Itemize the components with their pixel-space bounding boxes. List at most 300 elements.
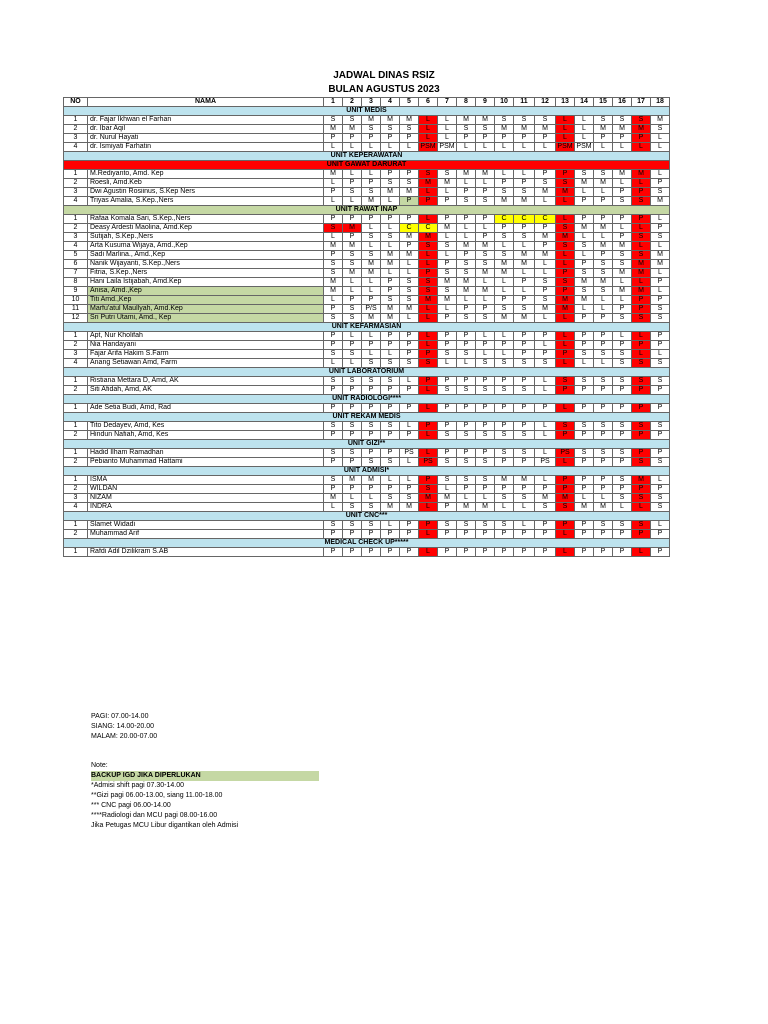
shift-cell: L (419, 386, 438, 395)
shift-cell: P (324, 188, 343, 197)
shift-cell: S (324, 521, 343, 530)
row-number: 4 (64, 143, 88, 152)
shift-cell: S (419, 170, 438, 179)
note-line: **Gizi pagi 06.00-13.00, siang 11.00-18.00 (91, 792, 223, 799)
shift-cell: S (362, 503, 381, 512)
shift-cell: L (594, 188, 613, 197)
row-number: 4 (64, 359, 88, 368)
row-number: 6 (64, 260, 88, 269)
table-row (64, 332, 670, 341)
shift-cell: S (457, 125, 476, 134)
row-number: 7 (64, 269, 88, 278)
shift-cell: M (400, 251, 419, 260)
row-name: Muhammad Arif (88, 530, 324, 539)
shift-cell: P (381, 287, 400, 296)
shift-cell: L (324, 296, 343, 305)
shift-cell: P (514, 377, 535, 386)
shift-cell: P (514, 341, 535, 350)
shift-cell: L (632, 548, 651, 557)
shift-cell: P (514, 332, 535, 341)
shift-cell: S (362, 251, 381, 260)
shift-cell: L (419, 125, 438, 134)
shift-cell: P (457, 305, 476, 314)
shift-cell: L (324, 503, 343, 512)
shift-cell: P (535, 485, 556, 494)
shift-cell: S (476, 359, 495, 368)
shift-cell: S (476, 260, 495, 269)
shift-cell: P (324, 305, 343, 314)
shift-cell: P (381, 134, 400, 143)
shift-cell: M (632, 170, 651, 179)
notes (91, 761, 319, 831)
section-label: UNIT GAWAT DARURAT (64, 161, 670, 170)
shift-cell: S (400, 125, 419, 134)
shift-cell: S (476, 386, 495, 395)
shift-cell: P (324, 251, 343, 260)
shift-cell: L (381, 269, 400, 278)
shift-cell: S (632, 422, 651, 431)
shift-cell: M (514, 260, 535, 269)
shift-cell: S (651, 503, 670, 512)
shift-cell: M (594, 503, 613, 512)
shift-cell: P (324, 332, 343, 341)
shift-cell: P (575, 485, 594, 494)
shift-cell: M (343, 242, 362, 251)
row-number: 4 (64, 197, 88, 206)
shift-cell: P (343, 215, 362, 224)
shift-cell: M (632, 287, 651, 296)
shift-cell: M (613, 242, 632, 251)
shift-cell: M (514, 476, 535, 485)
row-name: Anang Setiawan Amd, Farm (88, 359, 324, 368)
row-number: 1 (64, 170, 88, 179)
shift-cell: C (535, 215, 556, 224)
shift-cell: L (594, 296, 613, 305)
shift-cell: P (438, 260, 457, 269)
shift-cell: L (419, 431, 438, 440)
shift-cell: P (476, 530, 495, 539)
shift-cell: P (381, 530, 400, 539)
shift-cell: L (594, 233, 613, 242)
shift-cell: L (556, 116, 575, 125)
shift-cell: L (594, 305, 613, 314)
backup-igd: BACKUP IGD JIKA DIPERLUKAN (91, 771, 319, 781)
shift-cell: S (613, 314, 632, 323)
shift-cell: P (632, 296, 651, 305)
shift-cell: L (632, 242, 651, 251)
shift-cell: L (381, 242, 400, 251)
shift-cell: L (362, 278, 381, 287)
shift-cell: P (476, 305, 495, 314)
shift-cell: P (343, 548, 362, 557)
table-row (64, 449, 670, 458)
shift-cell: L (556, 314, 575, 323)
shift-cell: P (343, 485, 362, 494)
table-row (64, 314, 670, 323)
shift-cell: L (556, 404, 575, 413)
shift-cell: P (324, 386, 343, 395)
shift-cell: P (613, 485, 632, 494)
shift-cell: P (632, 305, 651, 314)
shift-cell: S (556, 377, 575, 386)
shift-cell: S (438, 350, 457, 359)
row-name: Hani Laila Istijabah, Amd.Kep (88, 278, 324, 287)
shift-cell: S (495, 494, 514, 503)
shift-cell: L (556, 341, 575, 350)
shift-cell: P (632, 386, 651, 395)
shift-cell: L (651, 215, 670, 224)
shift-cell: M (575, 179, 594, 188)
table-row (64, 377, 670, 386)
shift-cell: P (535, 548, 556, 557)
shift-cell: M (495, 260, 514, 269)
shift-cell: L (381, 476, 400, 485)
shift-cell: P (400, 215, 419, 224)
shift-cell: S (514, 431, 535, 440)
shift-cell: P (457, 422, 476, 431)
shift-cell: S (613, 260, 632, 269)
shift-cell: P (556, 431, 575, 440)
shift-cell: L (632, 143, 651, 152)
header-day: 10 (495, 98, 514, 107)
shift-cell: L (575, 125, 594, 134)
shift-cell: P (400, 197, 419, 206)
shift-cell: L (556, 332, 575, 341)
shift-cell: M (651, 116, 670, 125)
shift-cell: S (476, 521, 495, 530)
shift-cell: M (457, 170, 476, 179)
row-number: 8 (64, 278, 88, 287)
shift-cell: M (324, 242, 343, 251)
shift-cell: S (476, 431, 495, 440)
shift-cell: L (438, 251, 457, 260)
header-day: 11 (514, 98, 535, 107)
shift-cell: L (613, 332, 632, 341)
table-row (64, 278, 670, 287)
shift-cell: S (343, 188, 362, 197)
shift-cell: P (457, 215, 476, 224)
row-number: 4 (64, 242, 88, 251)
schedule-subtitle: BULAN AGUSTUS 2023 (328, 84, 440, 95)
shift-cell: S (495, 305, 514, 314)
shift-cell: S (495, 449, 514, 458)
shift-cell: P (438, 449, 457, 458)
shift-cell: P (514, 278, 535, 287)
shift-cell: L (556, 458, 575, 467)
shift-cell: L (324, 197, 343, 206)
shift-cell: P (632, 188, 651, 197)
shift-cell: P (514, 134, 535, 143)
row-name: Arta Kusuma Wijaya, Amd.,Kep (88, 242, 324, 251)
shift-cell: S (457, 260, 476, 269)
shift-cell: P (575, 215, 594, 224)
shift-cell: S (400, 494, 419, 503)
shift-cell: P (575, 197, 594, 206)
shift-cell: L (476, 278, 495, 287)
shift-cell: L (381, 224, 400, 233)
shift-cell: P (632, 530, 651, 539)
shift-cell: P (514, 422, 535, 431)
shift-cell: S (324, 350, 343, 359)
header-day: 1 (324, 98, 343, 107)
shift-cell: P (381, 332, 400, 341)
table-row (64, 503, 670, 512)
shift-cell: S (651, 314, 670, 323)
shift-cell: M (362, 476, 381, 485)
shift-cell: L (556, 134, 575, 143)
shift-cell: P (514, 485, 535, 494)
section-label: MEDICAL CHECK UP***** (64, 539, 670, 548)
shift-cell: P (556, 521, 575, 530)
section-row (64, 206, 670, 215)
shift-cell: PS (400, 449, 419, 458)
table-row (64, 269, 670, 278)
shift-cell: M (651, 197, 670, 206)
shift-cell: S (400, 179, 419, 188)
table-row (64, 296, 670, 305)
shift-cell: P (381, 548, 400, 557)
shift-cell: S (457, 521, 476, 530)
shift-cell: S (343, 260, 362, 269)
shift-cell: PSM (420, 143, 436, 150)
row-name: dr. Fajar Ikhwan el Farhan (88, 116, 324, 125)
header-day: 6 (419, 98, 438, 107)
header-nama: NAMA (88, 98, 324, 107)
row-name: dr. Ibar Aqil (88, 125, 324, 134)
shift-cell: P (594, 197, 613, 206)
shift-cell: S (613, 197, 632, 206)
shift-cell: L (362, 494, 381, 503)
shift-cell: P (362, 431, 381, 440)
shift-cell: L (362, 242, 381, 251)
shift-cell: P (613, 215, 632, 224)
shift-cell: L (324, 359, 343, 368)
section-label: UNIT REKAM MEDIS (64, 413, 670, 422)
shift-cell: S (362, 188, 381, 197)
shift-cell: S (343, 521, 362, 530)
shift-cell: S (613, 350, 632, 359)
shift-cell: M (419, 296, 438, 305)
header-day: 12 (535, 98, 556, 107)
shift-cell: S (381, 458, 400, 467)
table-row (64, 188, 670, 197)
shift-cell: P (594, 476, 613, 485)
header-day: 5 (400, 98, 419, 107)
shift-cell: P (575, 431, 594, 440)
shift-cell: P (400, 170, 419, 179)
shift-cell: M (324, 170, 343, 179)
shift-cell: P (457, 251, 476, 260)
shift-cell: S (613, 476, 632, 485)
row-name: Sri Putri Utami, Amd., Kep (88, 314, 324, 323)
shift-cell: P (400, 350, 419, 359)
shift-cell: P (343, 134, 362, 143)
shift-cell: S (594, 521, 613, 530)
shift-cell: P (651, 224, 670, 233)
shift-cell: PS (535, 458, 556, 467)
shift-cell: M (575, 224, 594, 233)
shift-cell: L (419, 503, 438, 512)
section-row (64, 161, 670, 170)
table-row (64, 287, 670, 296)
shift-cell: S (495, 359, 514, 368)
shift-cell: L (495, 278, 514, 287)
shift-cell: P (476, 377, 495, 386)
shift-cell: M (457, 503, 476, 512)
shift-cell: P (381, 170, 400, 179)
header-day: 18 (651, 98, 670, 107)
shift-cell: L (362, 332, 381, 341)
shift-cell: S (613, 251, 632, 260)
shift-cell: L (381, 350, 400, 359)
shift-cell: L (535, 143, 556, 152)
shift-cell: P (613, 458, 632, 467)
shift-cell: P (575, 548, 594, 557)
shift-cell: S (575, 170, 594, 179)
shift-cell: S (514, 449, 535, 458)
section-row (64, 395, 670, 404)
section-label: UNIT LABORATORIUM (64, 368, 670, 377)
section-label: UNIT ADMISI* (64, 467, 670, 476)
shift-cell: L (514, 287, 535, 296)
shift-cell: L (419, 134, 438, 143)
shift-cell: L (400, 422, 419, 431)
shift-cell: P (594, 251, 613, 260)
shift-cell: S (535, 116, 556, 125)
section-label: UNIT KEPERAWATAN (64, 152, 670, 161)
row-name: Siti Afidah, Amd, AK (88, 386, 324, 395)
shift-cell: M (535, 188, 556, 197)
note-line: Jika Petugas MCU Libur digantikan oleh Admisi (91, 822, 239, 829)
shift-cell: S (495, 188, 514, 197)
shift-cell: M (514, 314, 535, 323)
shift-cell: P (438, 341, 457, 350)
shift-cell: P (495, 404, 514, 413)
shift-cell: P (613, 386, 632, 395)
header-row (64, 98, 670, 107)
shift-cell: S (324, 449, 343, 458)
shift-cell: S (556, 179, 575, 188)
shift-cell: P (400, 431, 419, 440)
shift-cell: S (535, 179, 556, 188)
row-name: Rafdi Adil Dzilikram S.AB (88, 548, 324, 557)
shift-cell: S (381, 422, 400, 431)
shift-cell: M (495, 197, 514, 206)
shift-cell: L (632, 224, 651, 233)
shift-cell: P (381, 449, 400, 458)
shift-cell: S (556, 242, 575, 251)
shift-cell: M (632, 125, 651, 134)
shift-cell: L (400, 269, 419, 278)
shift-cell: P (495, 458, 514, 467)
row-number: 3 (64, 494, 88, 503)
shift-cell: P (613, 233, 632, 242)
shift-cell: M (594, 179, 613, 188)
shift-cell: P (495, 530, 514, 539)
shift-cell: P (457, 377, 476, 386)
shift-cell: L (495, 332, 514, 341)
shift-cell: S (343, 314, 362, 323)
shift-cell: L (651, 269, 670, 278)
shift-cell: P (381, 278, 400, 287)
shift-cell: L (535, 377, 556, 386)
shift-cell: P (400, 485, 419, 494)
row-name: ISMA (88, 476, 324, 485)
shift-cell: P (575, 386, 594, 395)
shift-cell: L (535, 386, 556, 395)
shift-cell: P (575, 521, 594, 530)
row-name: Dwi Agustin Rosiinus, S.Kep Ners (88, 188, 324, 197)
shift-cell: M (438, 179, 457, 188)
row-name: Tito Dedayev, Amd, Kes (88, 422, 324, 431)
shift-cell: S (343, 449, 362, 458)
row-name: Pebianto Muhammad Hattami (88, 458, 324, 467)
shift-cell: P (457, 404, 476, 413)
shift-cell: L (535, 476, 556, 485)
shift-cell: P (575, 341, 594, 350)
shift-cell: L (613, 179, 632, 188)
shift-cell: S (632, 377, 651, 386)
shift-cell: L (495, 170, 514, 179)
shift-cell: L (324, 179, 343, 188)
shift-cell: P (343, 404, 362, 413)
shift-cell: S (476, 251, 495, 260)
header-day: 2 (343, 98, 362, 107)
shift-cell: P (476, 233, 495, 242)
shift-cell: L (457, 233, 476, 242)
table-row (64, 170, 670, 179)
shift-cell: S (632, 251, 651, 260)
row-number: 3 (64, 134, 88, 143)
shift-cell: S (438, 386, 457, 395)
shift-cell: L (575, 251, 594, 260)
shift-cell: P (514, 530, 535, 539)
shift-cell: S (632, 359, 651, 368)
shift-cell: L (343, 197, 362, 206)
shift-legend (91, 712, 157, 742)
shift-cell: M (575, 296, 594, 305)
shift-cell: L (613, 296, 632, 305)
table-row (64, 260, 670, 269)
shift-cell: S (438, 458, 457, 467)
shift-cell: L (514, 521, 535, 530)
shift-cell: M (381, 305, 400, 314)
shift-cell: P (457, 485, 476, 494)
shift-cell: P (419, 350, 438, 359)
shift-cell: P (381, 485, 400, 494)
shift-cell: M (457, 242, 476, 251)
shift-cell: L (362, 287, 381, 296)
shift-cell: S (343, 305, 362, 314)
shift-cell: P (632, 341, 651, 350)
shift-cell: S (381, 296, 400, 305)
shift-cell: L (575, 188, 594, 197)
shift-cell: S (476, 458, 495, 467)
shift-cell: M (476, 242, 495, 251)
table-row (64, 197, 670, 206)
shift-cell: M (594, 242, 613, 251)
shift-cell: L (556, 260, 575, 269)
shift-cell: L (575, 233, 594, 242)
row-number: 3 (64, 350, 88, 359)
shift-cell: P (535, 332, 556, 341)
shift-cell: P (438, 530, 457, 539)
shift-cell: L (632, 503, 651, 512)
table-row (64, 125, 670, 134)
shift-cell: P (514, 350, 535, 359)
table-row (64, 422, 670, 431)
shift-cell: P (362, 341, 381, 350)
